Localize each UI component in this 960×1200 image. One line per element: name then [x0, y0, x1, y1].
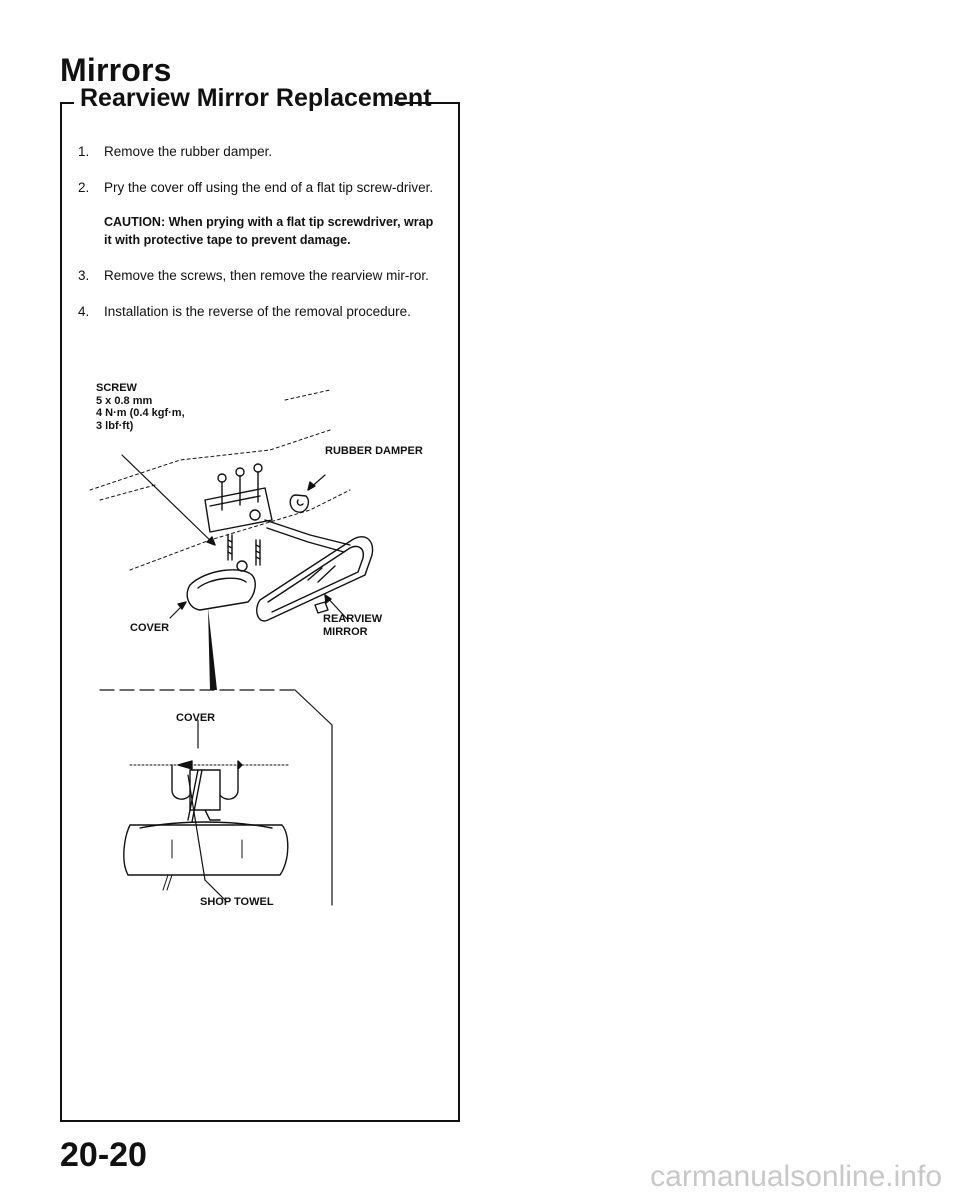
step-item: [78, 302, 443, 321]
rubber-damper: [290, 475, 325, 512]
label-rearview-mirror: REARVIEW MIRROR: [323, 613, 383, 638]
step-number: 2.: [78, 180, 90, 195]
caution-note: CAUTION: When prying with a flat tip screwdriver, wrap it with protective tape to prevent damage.: [104, 215, 434, 247]
step-item: [78, 178, 443, 249]
label-cover-detail: COVER: [176, 712, 216, 724]
screw-leader: [122, 455, 215, 545]
screws: [228, 535, 260, 571]
box-title: Rearview Mirror Replacement: [80, 84, 432, 112]
label-screw: SCREW 5 x 0.8 mm 4 N·m (0.4 kgf·m, 3 lbf·ft): [96, 382, 185, 432]
page-number: 20-20: [60, 1136, 147, 1174]
step-text: Pry the cover off using the end of a flat tip screw-driver.: [104, 180, 434, 195]
mounting-bracket: [205, 464, 272, 532]
mirror-diagram: [60, 370, 460, 920]
step-number: 1.: [78, 144, 90, 159]
detail-pointer: [208, 608, 217, 690]
detail-view: [124, 720, 290, 900]
step-item: [78, 266, 443, 285]
step-text: Remove the rubber damper.: [104, 144, 273, 159]
watermark: carmanualsonline.info: [650, 1160, 942, 1193]
label-rubber-damper: RUBBER DAMPER: [325, 445, 423, 457]
label-shop-towel: SHOP TOWEL: [200, 896, 274, 908]
step-item: [78, 142, 443, 161]
detail-frame: [100, 690, 332, 905]
cover-shape: [187, 570, 255, 610]
rearview-mirror-shape: [257, 537, 373, 621]
step-text: Remove the screws, then remove the rearview mir-ror.: [104, 268, 429, 283]
step-number: 3.: [78, 268, 90, 283]
section-title: Mirrors: [60, 52, 172, 88]
step-text: Installation is the reverse of the removal procedure.: [104, 304, 411, 319]
step-number: 4.: [78, 304, 90, 319]
label-cover: COVER: [130, 622, 170, 634]
procedure-steps: [78, 142, 443, 338]
